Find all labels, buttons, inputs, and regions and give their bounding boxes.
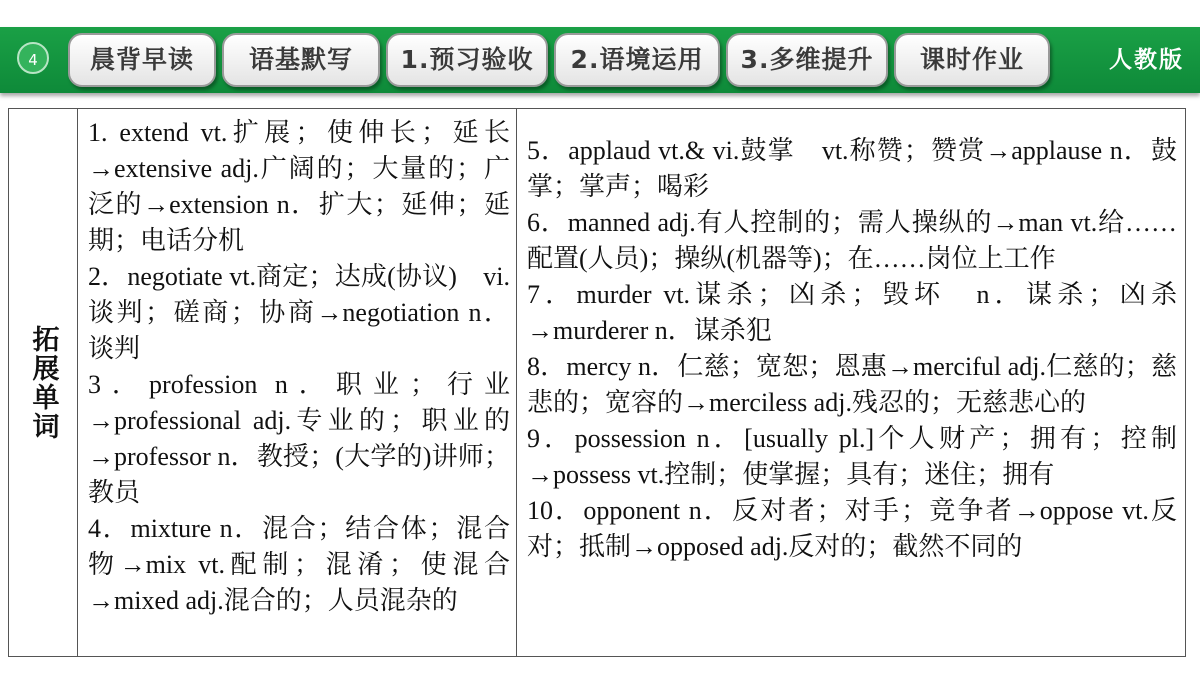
vocab-entry: 10．opponent n．反对者；对手；竞争者→oppose vt.反对；抵制→opposed adj.反对的；截然不同的 [527, 496, 1177, 561]
tab-basic-dictation[interactable]: 语基默写 [222, 33, 380, 87]
vocab-entry: 8．mercy n．仁慈；宽恕；恩惠→merciful adj.仁慈的；慈悲的；宽容的→merciless adj.残忍的；无慈悲心的 [527, 352, 1177, 417]
tab-homework[interactable]: 课时作业 [894, 33, 1050, 87]
vocab-entry: 5．applaud vt.& vi.鼓掌 vt.称赞；赞赏→applause n．鼓掌；掌声；喝彩 [527, 136, 1177, 201]
left-entries-cell [78, 109, 517, 656]
table-heading: 拓展单词 [27, 324, 59, 441]
vocab-entry: 3．profession n．职业；行业→professional adj.专业的；职业的→professor n．教授；(大学的)讲师；教员 [88, 370, 510, 507]
vocab-entry: 4．mixture n．混合；结合体；混合物→mix vt.配制；混淆；使混合→mixed adj.混合的；人员混杂的 [88, 514, 510, 615]
tab-preview-check[interactable]: 1.预习验收 [386, 33, 548, 87]
tab-context-usage[interactable]: 2.语境运用 [554, 33, 720, 87]
tab-morning-reading[interactable]: 晨背早读 [68, 33, 216, 87]
vocab-entry: 1. extend vt.扩展；使伸长；延长→extensive adj.广阔的；大量的；广泛的→extension n．扩大；延伸；延期；电话分机 [88, 118, 510, 255]
top-navigation-bar [0, 0, 1200, 96]
vocab-entry: 6．manned adj.有人控制的；需人操纵的→man vt.给……配置(人员)；操纵(机器等)；在……岗位上工作 [527, 208, 1177, 273]
vocab-entry: 9．possession n．[usually pl.]个人财产；拥有；控制→possess vt.控制；使掌握；具有；迷住；拥有 [527, 424, 1177, 489]
tab-multi-improvement[interactable]: 3.多维提升 [726, 33, 888, 87]
edition-label: 人教版 [1109, 46, 1184, 73]
right-entries-cell [517, 109, 1185, 656]
table-heading-cell [9, 109, 78, 656]
vocab-entry: 7．murder vt.谋杀；凶杀；毁坏 n．谋杀；凶杀→murderer n．谋杀犯 [527, 280, 1177, 345]
vocabulary-table [8, 108, 1186, 657]
page-number-badge: 4 [17, 42, 49, 74]
vocab-entry: 2．negotiate vt.商定；达成(协议) vi.谈判；磋商；协商→negotiation n．谈判 [88, 262, 510, 363]
